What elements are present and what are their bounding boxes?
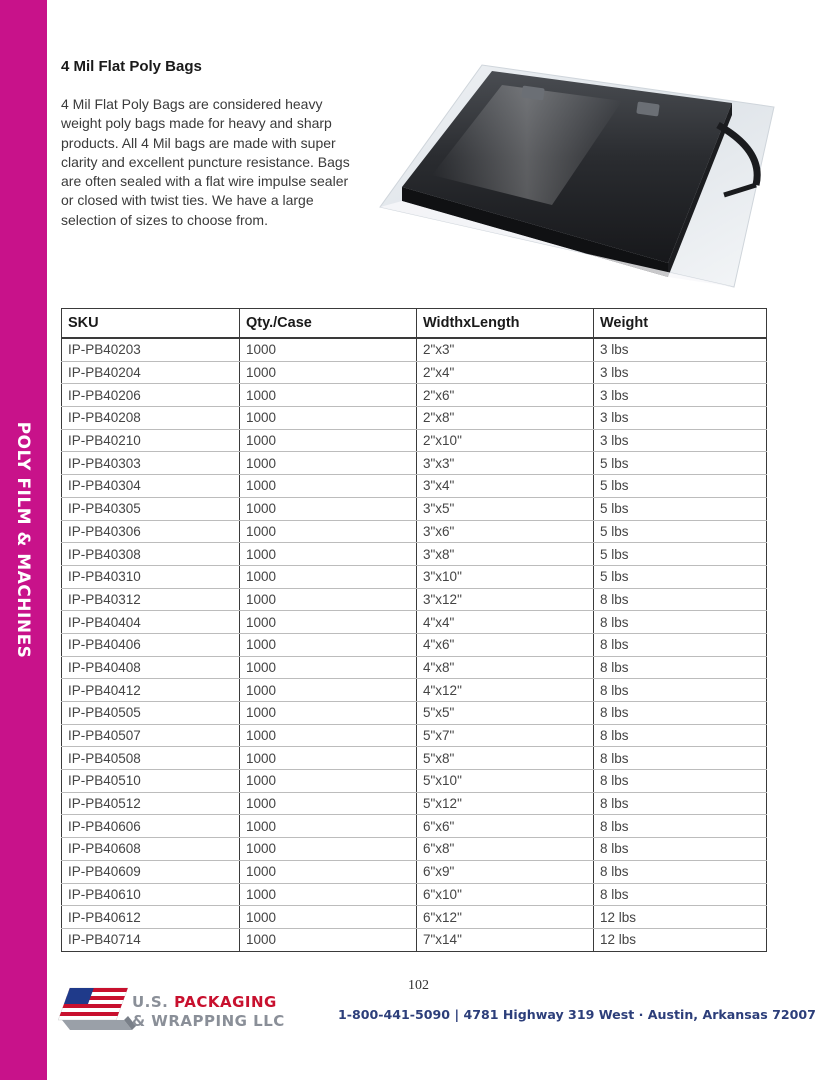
weight-cell: 8 lbs — [594, 815, 767, 838]
sku-cell: IP-PB40406 — [62, 633, 240, 656]
column-header-size: WidthxLength — [417, 309, 594, 339]
table-row — [62, 338, 767, 361]
size-cell: 4"x6" — [417, 633, 594, 656]
qty-cell: 1000 — [240, 429, 417, 452]
table-row — [62, 565, 767, 588]
qty-cell: 1000 — [240, 588, 417, 611]
sku-cell: IP-PB40612 — [62, 906, 240, 929]
column-header-weight: Weight — [594, 309, 767, 339]
weight-cell: 8 lbs — [594, 838, 767, 861]
weight-cell: 5 lbs — [594, 565, 767, 588]
size-cell: 3"x3" — [417, 452, 594, 475]
size-cell: 2"x6" — [417, 384, 594, 407]
size-cell: 5"x8" — [417, 747, 594, 770]
sku-cell: IP-PB40507 — [62, 724, 240, 747]
weight-cell: 8 lbs — [594, 770, 767, 793]
sku-cell: IP-PB40208 — [62, 407, 240, 430]
size-cell: 3"x6" — [417, 520, 594, 543]
sku-cell: IP-PB40312 — [62, 588, 240, 611]
table-row — [62, 497, 767, 520]
weight-cell: 5 lbs — [594, 452, 767, 475]
table-row — [62, 656, 767, 679]
table-row — [62, 860, 767, 883]
weight-cell: 8 lbs — [594, 702, 767, 725]
size-cell: 6"x6" — [417, 815, 594, 838]
qty-cell: 1000 — [240, 883, 417, 906]
sku-cell: IP-PB40408 — [62, 656, 240, 679]
qty-cell: 1000 — [240, 792, 417, 815]
sku-cell: IP-PB40508 — [62, 747, 240, 770]
table-row — [62, 906, 767, 929]
table-row — [62, 747, 767, 770]
qty-cell: 1000 — [240, 633, 417, 656]
qty-cell: 1000 — [240, 724, 417, 747]
table-row — [62, 702, 767, 725]
weight-cell: 5 lbs — [594, 475, 767, 498]
qty-cell: 1000 — [240, 702, 417, 725]
table-row — [62, 770, 767, 793]
table-row — [62, 429, 767, 452]
logo-text-line2: & WRAPPING LLC — [132, 1012, 285, 1030]
sku-cell: IP-PB40204 — [62, 361, 240, 384]
sku-cell: IP-PB40609 — [62, 860, 240, 883]
sku-cell: IP-PB40306 — [62, 520, 240, 543]
qty-cell: 1000 — [240, 679, 417, 702]
table-body — [62, 338, 767, 951]
qty-cell: 1000 — [240, 543, 417, 566]
qty-cell: 1000 — [240, 338, 417, 361]
weight-cell: 3 lbs — [594, 429, 767, 452]
sku-cell: IP-PB40505 — [62, 702, 240, 725]
weight-cell: 5 lbs — [594, 497, 767, 520]
qty-cell: 1000 — [240, 747, 417, 770]
table-row — [62, 724, 767, 747]
column-header-sku: SKU — [62, 309, 240, 339]
weight-cell: 8 lbs — [594, 883, 767, 906]
table-row — [62, 679, 767, 702]
weight-cell: 8 lbs — [594, 792, 767, 815]
size-cell: 5"x7" — [417, 724, 594, 747]
qty-cell: 1000 — [240, 520, 417, 543]
sku-cell: IP-PB40206 — [62, 384, 240, 407]
sku-cell: IP-PB40404 — [62, 611, 240, 634]
table-row — [62, 633, 767, 656]
size-cell: 3"x10" — [417, 565, 594, 588]
qty-cell: 1000 — [240, 770, 417, 793]
qty-cell: 1000 — [240, 838, 417, 861]
size-cell: 3"x4" — [417, 475, 594, 498]
weight-cell: 8 lbs — [594, 588, 767, 611]
size-cell: 2"x4" — [417, 361, 594, 384]
size-cell: 3"x5" — [417, 497, 594, 520]
table-row — [62, 475, 767, 498]
section-title: 4 Mil Flat Poly Bags — [61, 58, 202, 75]
contact-info: 1-800-441-5090 | 4781 Highway 319 West · Austin, Arkansas 72007 — [338, 1007, 816, 1022]
weight-cell: 8 lbs — [594, 679, 767, 702]
weight-cell: 8 lbs — [594, 747, 767, 770]
weight-cell: 3 lbs — [594, 361, 767, 384]
size-cell: 4"x4" — [417, 611, 594, 634]
table-row — [62, 407, 767, 430]
weight-cell: 12 lbs — [594, 906, 767, 929]
sidebar-band — [0, 0, 47, 1080]
sku-cell: IP-PB40308 — [62, 543, 240, 566]
sku-cell: IP-PB40412 — [62, 679, 240, 702]
weight-cell: 3 lbs — [594, 384, 767, 407]
table-row — [62, 520, 767, 543]
qty-cell: 1000 — [240, 361, 417, 384]
qty-cell: 1000 — [240, 407, 417, 430]
qty-cell: 1000 — [240, 475, 417, 498]
qty-cell: 1000 — [240, 384, 417, 407]
size-cell: 4"x12" — [417, 679, 594, 702]
sku-cell: IP-PB40210 — [62, 429, 240, 452]
table-row — [62, 838, 767, 861]
qty-cell: 1000 — [240, 611, 417, 634]
table-row — [62, 792, 767, 815]
size-cell: 2"x10" — [417, 429, 594, 452]
qty-cell: 1000 — [240, 497, 417, 520]
weight-cell: 8 lbs — [594, 633, 767, 656]
size-cell: 5"x12" — [417, 792, 594, 815]
sku-cell: IP-PB40304 — [62, 475, 240, 498]
weight-cell: 12 lbs — [594, 928, 767, 951]
sku-cell: IP-PB40714 — [62, 928, 240, 951]
size-cell: 6"x12" — [417, 906, 594, 929]
qty-cell: 1000 — [240, 860, 417, 883]
weight-cell: 3 lbs — [594, 338, 767, 361]
column-header-qty: Qty./Case — [240, 309, 417, 339]
table-row — [62, 928, 767, 951]
sku-cell: IP-PB40510 — [62, 770, 240, 793]
bag-sizes-table — [61, 308, 767, 952]
poly-bag-product-photo — [372, 55, 782, 295]
sku-cell: IP-PB40512 — [62, 792, 240, 815]
size-cell: 3"x8" — [417, 543, 594, 566]
weight-cell: 8 lbs — [594, 656, 767, 679]
table-row — [62, 588, 767, 611]
sku-cell: IP-PB40610 — [62, 883, 240, 906]
table-row — [62, 815, 767, 838]
size-cell: 4"x8" — [417, 656, 594, 679]
qty-cell: 1000 — [240, 928, 417, 951]
qty-cell: 1000 — [240, 815, 417, 838]
qty-cell: 1000 — [240, 565, 417, 588]
sku-cell: IP-PB40203 — [62, 338, 240, 361]
logo-text-line1 — [132, 993, 277, 1011]
size-cell: 7"x14" — [417, 928, 594, 951]
sku-cell: IP-PB40608 — [62, 838, 240, 861]
size-cell: 2"x8" — [417, 407, 594, 430]
sku-cell: IP-PB40310 — [62, 565, 240, 588]
size-cell: 5"x10" — [417, 770, 594, 793]
qty-cell: 1000 — [240, 656, 417, 679]
sidebar-category-label: POLY FILM & MACHINES — [13, 421, 33, 659]
table-row — [62, 452, 767, 475]
table-row — [62, 883, 767, 906]
page-number: 102 — [408, 978, 429, 993]
table-row — [62, 361, 767, 384]
size-cell: 2"x3" — [417, 338, 594, 361]
weight-cell: 8 lbs — [594, 611, 767, 634]
sku-cell: IP-PB40606 — [62, 815, 240, 838]
weight-cell: 3 lbs — [594, 407, 767, 430]
qty-cell: 1000 — [240, 906, 417, 929]
table-header-row — [62, 309, 767, 339]
size-cell: 3"x12" — [417, 588, 594, 611]
logo-text-prefix: U.S. — [132, 993, 175, 1011]
table-row — [62, 611, 767, 634]
qty-cell: 1000 — [240, 452, 417, 475]
table-row — [62, 384, 767, 407]
weight-cell: 5 lbs — [594, 520, 767, 543]
weight-cell: 8 lbs — [594, 724, 767, 747]
sku-cell: IP-PB40303 — [62, 452, 240, 475]
sku-cell: IP-PB40305 — [62, 497, 240, 520]
size-cell: 6"x8" — [417, 838, 594, 861]
logo-text-highlight: PACKAGING — [174, 993, 277, 1011]
table-row — [62, 543, 767, 566]
section-description: 4 Mil Flat Poly Bags are considered heavy weight poly bags made for heavy and sharp products. All 4 Mil bags are made with super clarity and excellent puncture resistance. Bags are often sealed with a flat wire impulse sealer or closed with twist ties. We have a large selection of sizes to choose from. — [61, 96, 350, 228]
size-cell: 6"x10" — [417, 883, 594, 906]
size-cell: 6"x9" — [417, 860, 594, 883]
weight-cell: 5 lbs — [594, 543, 767, 566]
weight-cell: 8 lbs — [594, 860, 767, 883]
size-cell: 5"x5" — [417, 702, 594, 725]
